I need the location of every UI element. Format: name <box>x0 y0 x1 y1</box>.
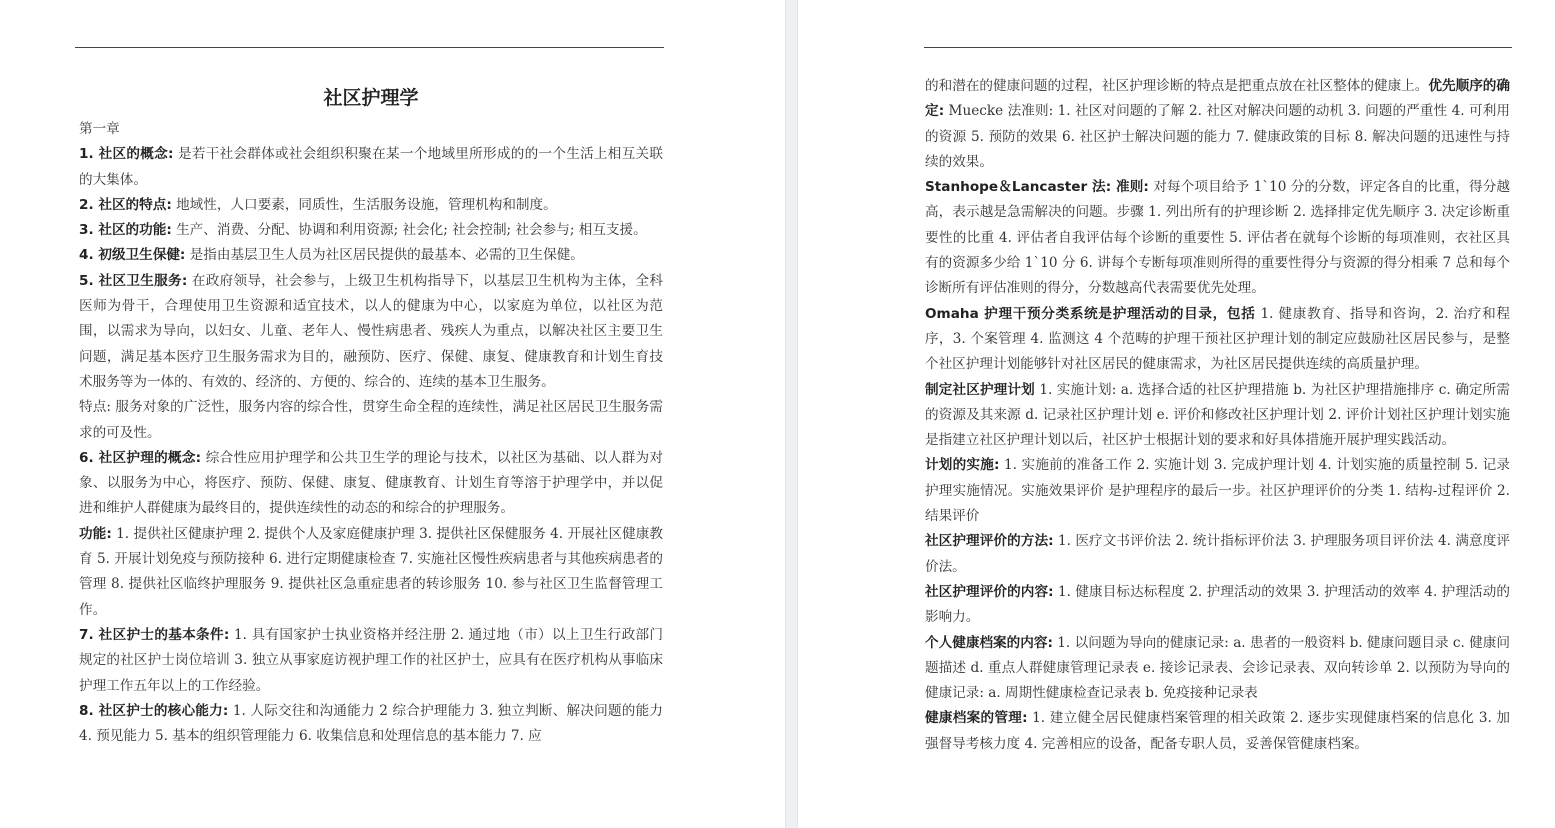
term-label: 1. 社区的概念: <box>79 146 174 163</box>
term-label: 个人健康档案的内容: <box>925 634 1053 651</box>
chapter-heading: 第一章 <box>79 121 120 137</box>
paragraph <box>925 302 1510 378</box>
paragraph-text: 1. 人际交往和沟通能力 2 综合护理能力 3. 独立判断、解决问题的能力 4. 预见能力 5. 基本的组织管理能力 6. 收集信息和处理信息的基本能力 7. 应 <box>79 702 663 745</box>
term-label: 5. 社区卫生服务: <box>79 272 188 289</box>
paragraph <box>925 706 1510 757</box>
term-label: 社区护理评价的内容: <box>925 583 1054 600</box>
paragraph-text: 地域性，人口要素，同质性，生活服务设施，管理机构和制度。 <box>171 196 557 213</box>
paragraph <box>925 580 1510 631</box>
paragraph <box>79 623 663 699</box>
paragraph-text: 是指由基层卫生人员为社区居民提供的最基本、必需的卫生保健。 <box>185 247 584 264</box>
header-rule <box>924 47 1512 48</box>
term-label: 制定社区护理计划 <box>925 381 1035 398</box>
paragraph-text: 在政府领导，社会参与，上级卫生机构指导下，以基层卫生机构为主体，全科医师为骨干，合理使用卫生资源和适宜技术，以人的健康为中心，以家庭为单位，以社区为范围，以需求为导向，以妇女、儿童、老年人、慢性病患者、残疾人为重点，以解决社区主要卫生问题，满足基本医疗卫生服务需求为目的，融预防、医疗、保健、康复、健康教育和计划生育技术服务等为一体的、有效的、经济的、方便的、综合的、连续的基本卫生服务。 <box>79 272 663 390</box>
paragraph-text: 1. 具有国家护士执业资格并经注册 2. 通过地（市）以上卫生行政部门规定的社区护士岗位培训 3. 独立从事家庭访视护理工作的社区护士，应具有在医疗机构从事临床护理工作五年以上的工作经验。 <box>79 626 663 694</box>
paragraph-text: 特点: 服务对象的广泛性，服务内容的综合性，贯穿生命全程的连续性，满足社区居民卫生服务需求的可及性。 <box>79 399 663 441</box>
paragraph <box>79 395 663 446</box>
paragraph-text: 1. 建立健全居民健康档案管理的相关政策 2. 逐步实现健康档案的信息化 3. 加强督导考核力度 4. 完善相应的设备，配备专职人员，妥善保管健康档案。 <box>925 710 1511 752</box>
term-label: 健康档案的管理: <box>925 710 1028 727</box>
paragraph <box>79 446 663 522</box>
paragraph-text: 1. 实施前的准备工作 2. 实施计划 3. 完成护理计划 4. 计划实施的质量控制 5. 记录护理实施情况。实施效果评价 是护理程序的最后一步。社区护理评价的分类 1. 结构-过程评价 2. 结果评价 <box>925 457 1511 525</box>
paragraph <box>79 699 663 750</box>
paragraph-text: 1. 实施计划: a. 选择合适的社区护理措施 b. 为社区护理措施排序 c. 确定所需的资源及其来源 d. 记录社区护理计划 e. 评价和修改社区护理计划 2. 评价计划社区护理计划实施是指建立社区护理计划以后，社区护士根据计划的要求和好具体措施开展护理实践活动。 <box>925 381 1510 449</box>
paragraph <box>925 453 1510 529</box>
term-label: 2. 社区的特点: <box>79 196 172 213</box>
term-label: 功能: <box>79 525 112 542</box>
term-label: 4. 初级卫生保健: <box>79 247 186 264</box>
header-rule <box>75 47 664 48</box>
term-label: 社区护理评价的方法: <box>925 533 1054 550</box>
term-label: 7. 社区护士的基本条件: <box>79 626 230 643</box>
paragraph-text: 1. 健康教育、指导和咨询，2. 治疗和程序，3. 个案管理 4. 监测这 4 个范畴的护理干预社区护理计划的制定应鼓励社区居民参与，是整个社区护理计划能够针对社区居民的健康需求，为社区居民提供连续的高质量护理。 <box>925 305 1510 373</box>
paragraph <box>79 522 663 623</box>
term-label: Omaha 护理干预分类系统是护理活动的目录，包括 <box>925 305 1256 322</box>
term-label: Stanhope＆Lancaster 法: 准则: <box>925 179 1149 196</box>
paragraph-text: Muecke 法准则: 1. 社区对问题的了解 2. 社区对解决问题的动机 3. 问题的严重性 4. 可利用的资源 5. 预防的效果 6. 社区护士解决问题的能力 7. 健康政策的目标 8. 解决问题的迅速性与持续的效果。 <box>925 103 1510 170</box>
paragraph <box>925 175 1510 301</box>
page-gutter <box>785 0 798 828</box>
term-label: 优先顺序的确定: <box>925 78 1511 120</box>
paragraph-text: 1. 以问题为导向的健康记录: a. 患者的一般资料 b. 健康问题目录 c. 健康问题描述 d. 重点人群健康管理记录表 e. 接诊记录表、会诊记录表、双向转诊单 2. 以预防为导向的健康记录: a. 周期性健康检查记录表 b. 免疫接种记录表 <box>925 634 1511 702</box>
paragraph-text: 的和潜在的健康问题的过程，社区护理诊断的特点是把重点放在社区整体的健康上。 <box>925 78 1429 94</box>
term-label: 8. 社区护士的核心能力: <box>79 702 229 719</box>
term-label: 3. 社区的功能: <box>79 222 172 239</box>
document-title: 社区护理学 <box>323 87 419 109</box>
paragraph <box>79 269 663 395</box>
paragraph <box>79 218 663 243</box>
paragraph <box>925 631 1510 707</box>
paragraph-text: 1. 医疗文书评价法 2. 统计指标评价法 3. 护理服务项目评价法 4. 满意度评价法。 <box>925 533 1510 575</box>
paragraph-text: 1. 提供社区健康护理 2. 提供个人及家庭健康护理 3. 提供社区保健服务 4. 开展社区健康教育 5. 开展计划免疫与预防接种 6. 进行定期健康检查 7. 实施社区慢性疾病患者与其他疾病患者的管理 8. 提供社区临终护理服务 9. 提供社区急重症患者的转诊服务 10. 参与社区卫生监督管理工作。 <box>79 525 664 618</box>
paragraph <box>79 142 663 193</box>
term-label: 计划的实施: <box>925 457 1000 474</box>
paragraph-text: 1. 健康目标达标程度 2. 护理活动的效果 3. 护理活动的效率 4. 护理活动的影响力。 <box>925 583 1510 626</box>
paragraph <box>925 529 1510 580</box>
paragraph-text: 是若干社会群体或社会组织积聚在某一个地域里所形成的的一个生活上相互关联的大集体。 <box>79 146 663 188</box>
term-label: 6. 社区护理的概念: <box>79 449 202 466</box>
paragraph-text: 对每个项目给予 1`10 分的分数，评定各自的比重，得分越高，表示越是急需解决的问题。步骤 1. 列出所有的护理诊断 2. 选择排定优先顺序 3. 决定诊断重要性的比重 4. 评估者自我评估每个诊断的重要性 5. 评估者在就每个诊断的每项准则，衣社区具有的资源多少给 1`10 分 6. 讲每个专断每项准则所得的重要性得分与资源的得分相乘 7 总和每个诊断所有评估准则的得分，分数越高代表需要优先处理。 <box>925 179 1510 297</box>
paragraph <box>925 378 1510 454</box>
paragraph <box>79 243 663 268</box>
document-page-right <box>798 0 1555 828</box>
paragraph <box>925 74 1510 175</box>
paragraph <box>79 193 663 218</box>
paragraph-text: 生产、消费、分配、协调和利用资源; 社会化; 社会控制; 社会参与; 相互支援。 <box>171 222 647 239</box>
right-page-content <box>925 74 1510 757</box>
left-page-content <box>79 117 663 749</box>
paragraph-text: 综合性应用护理学和公共卫生学的理论与技术，以社区为基础、以人群为对象、以服务为中心，将医疗、预防、保健、康复、健康教育、计划生育等溶于护理学中，并以促进和维护人群健康为最终目的，提供连续性的动态的和综合的护理服务。 <box>79 449 663 517</box>
